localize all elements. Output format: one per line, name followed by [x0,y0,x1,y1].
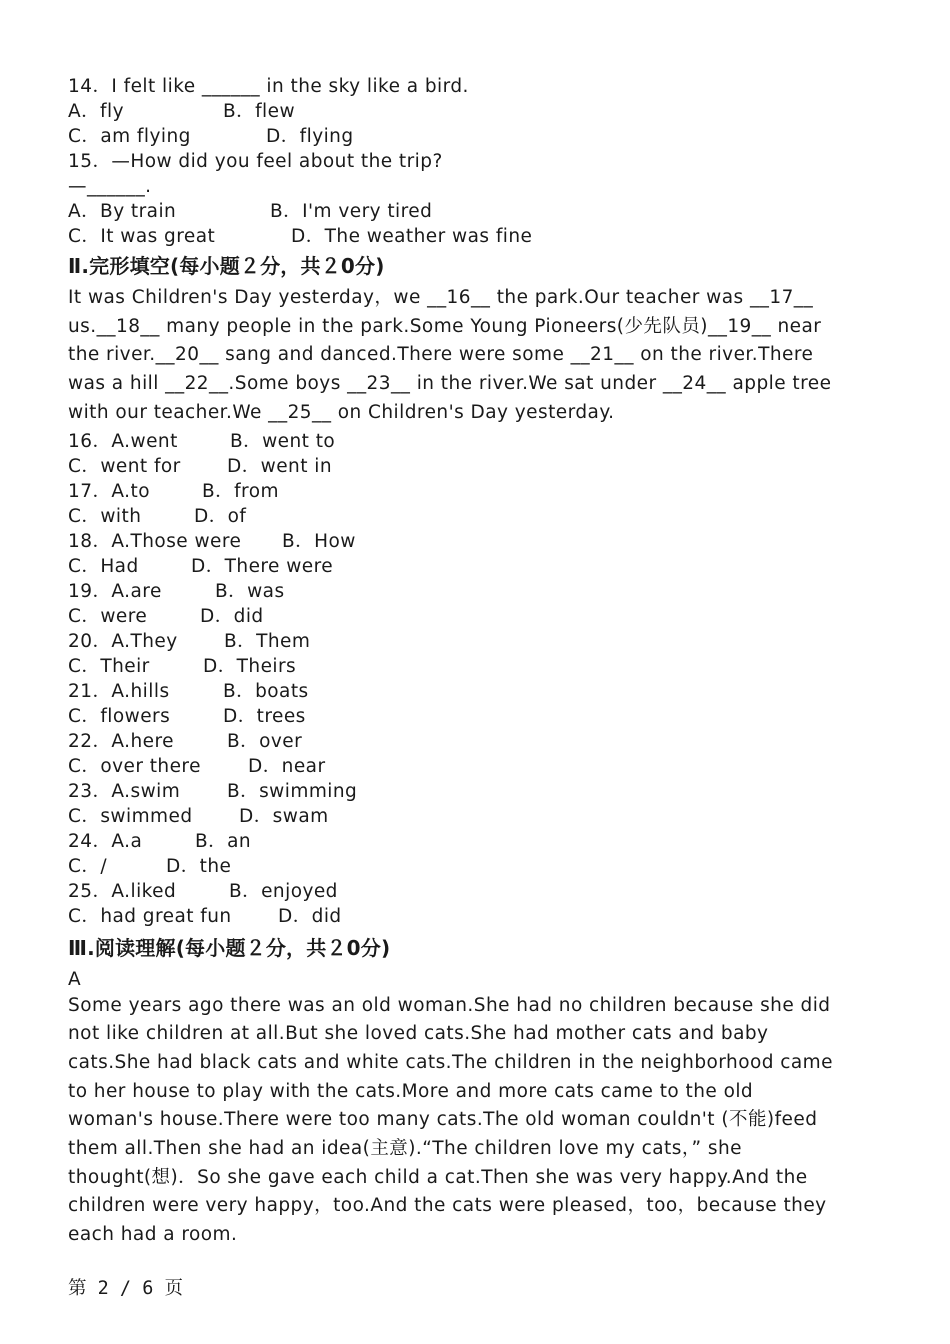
option-c: C．with [68,505,142,527]
option-row [68,679,838,704]
question-23 [68,779,838,829]
option-b: B．went to [230,430,336,452]
option-a: 18．A.Those were [68,530,242,552]
option-b: B．from [202,480,279,502]
option-d: D．went in [227,455,333,477]
option-b: B．flew [223,101,296,122]
option-b: B．over [227,730,303,752]
option-a: 19．A.are [68,580,162,602]
option-b: B．enjoyed [229,880,338,902]
option-row [68,779,838,804]
option-c: C．had great fun [68,905,232,927]
option-a: 23．A.swim [68,780,181,802]
option-a: 17．A.to [68,480,150,502]
option-c: C．It was great [68,226,216,247]
option-a: 25．A.liked [68,880,177,902]
section-heading-reading: Ⅲ.阅读理解(每小题２分，共２0分) [68,935,391,960]
option-row [68,704,838,729]
page-number: 第 2 / 6 页 [68,1278,183,1299]
option-row [68,454,838,479]
question-18 [68,529,838,579]
option-row [68,199,838,224]
option-d: D．trees [223,705,306,727]
option-row [68,529,838,554]
question-25 [68,879,838,929]
option-c: C．am flying [68,126,191,147]
question-21 [68,679,838,729]
option-d: D．of [194,505,247,527]
option-row [68,754,838,779]
option-a: 24．A.a [68,830,143,852]
question-20 [68,629,838,679]
option-b: B．swimming [227,780,358,802]
option-row [68,629,838,654]
option-row [68,804,838,829]
question-15 [68,149,838,249]
reading-label: A [68,968,82,990]
option-c: C．were [68,605,148,627]
cloze-passage: It was Children's Day yesterday，we __16__ the park.Our teacher was __17__ us.__18__ many people in the park.Some Young Pioneers(少先队员)__19__ near the river.__20__ sang and danced.There were some __21__ on the river.There was a hill __22__.Some boys __23__ in the river.We sat under __24__ apple tree with our teacher.We __25__ on Children's Day yesterday. [68,287,832,423]
option-c: C．swimmed [68,805,193,827]
option-row [68,904,838,929]
option-row [68,579,838,604]
reading-passage: Some years ago there was an old woman.She had no children because she did not like children at all.But she loved cats.She had mother cats and baby cats.She had black cats and white cats.The children in the neighborhood came to her house to play with the cats.More and more cats came to the old woman's house.There were too many cats.The old woman couldn't (不能)feed them all.Then she had an idea(主意).“The children love my cats，” she thought(想)．So she gave each child a cat.Then she was very happy.And the children were very happy，too.And the cats were pleased，too，because they each had a room. [68,994,833,1246]
option-row [68,879,838,904]
option-row [68,654,838,679]
option-row [68,224,838,249]
option-row [68,829,838,854]
option-a: 22．A.here [68,730,174,752]
option-b: B．an [195,830,252,852]
option-a: 16．A.went [68,430,178,452]
option-d: D．The weather was fine [291,226,533,247]
option-c: C．flowers [68,705,171,727]
option-row [68,124,838,149]
question-17 [68,479,838,529]
option-a: 20．A.They [68,630,178,652]
document-page [68,74,838,1250]
option-d: D．flying [266,126,354,147]
option-row [68,854,838,879]
option-a: 21．A.hills [68,680,170,702]
option-d: D．swam [239,805,329,827]
option-c: C．/ [68,855,108,877]
option-b: B．Them [224,630,311,652]
option-c: C．over there [68,755,201,777]
option-c: C．Had [68,555,139,577]
option-d: D．did [200,605,264,627]
option-c: C．Their [68,655,150,677]
option-a: A．By train [68,201,177,222]
option-a: A．fly [68,101,125,122]
option-c: C．went for [68,455,181,477]
option-d: D．There were [191,555,334,577]
option-row [68,554,838,579]
question-24 [68,829,838,879]
question-14 [68,74,838,149]
option-d: D．the [166,855,232,877]
option-d: D．did [278,905,342,927]
question-19 [68,579,838,629]
option-row [68,504,838,529]
question-16 [68,429,838,479]
question-22 [68,729,838,779]
option-row [68,99,838,124]
question-stem: 14．I felt like ______ in the sky like a bird. [68,76,469,97]
section-heading-cloze: Ⅱ.完形填空(每小题２分，共２0分) [68,254,385,278]
option-b: B．How [282,530,356,552]
option-row [68,729,838,754]
option-d: D．Theirs [203,655,297,677]
option-d: D．near [248,755,326,777]
option-row [68,429,838,454]
answer-blank: —______. [68,176,152,197]
cloze-questions [68,429,838,929]
option-b: B．boats [223,680,309,702]
option-b: B．was [215,580,285,602]
option-b: B．I'm very tired [270,201,433,222]
question-stem: 15．—How did you feel about the trip? [68,151,443,172]
option-row [68,604,838,629]
option-row [68,479,838,504]
